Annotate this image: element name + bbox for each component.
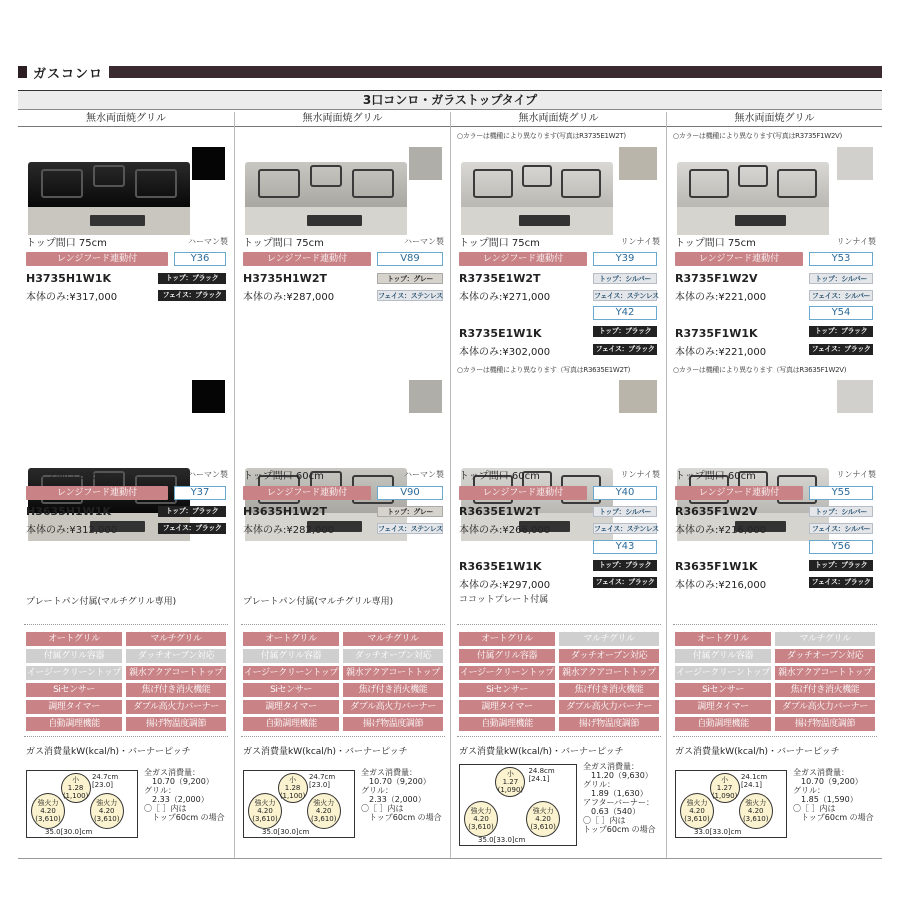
price: 本体のみ:¥317,000 (26, 292, 118, 303)
burner-small-line: 小 (506, 770, 514, 778)
feature-badge: ダッチオーブン対応 (775, 649, 875, 663)
gas-spec-line: 1.89（1,630） (591, 789, 648, 798)
ycode-badge: V89 (377, 252, 443, 266)
color-swatch-black (192, 147, 225, 180)
feature-badge: 自動調理機能 (675, 717, 771, 731)
top-color-tag: トップ：シルバー (593, 273, 657, 284)
gas-spec-line: グリル： (583, 780, 615, 789)
color-swatch-grey (409, 147, 442, 180)
gas-spec-line: 〇［ ］内は (583, 816, 626, 825)
feature-badge: 自動調理機能 (26, 717, 122, 731)
feature-badge: オートグリル (243, 632, 339, 646)
horizontal-pitch: 35.0[30.0]cm (262, 828, 310, 836)
model-number: R3635E1W2T (459, 505, 541, 518)
face-color-tag: フェイス：シルバー (809, 290, 873, 301)
burner-small-line: 1.28 (284, 784, 301, 792)
feature-badge: ダッチオーブン対応 (343, 649, 443, 663)
burner-right-line: (3,610) (530, 823, 556, 831)
gas-title: ガス消費量kW(kcal/h)・バーナーピッチ (675, 747, 840, 757)
gas-spec-line: グリル： (793, 786, 825, 795)
gas-spec-line: 10.70（9,200） (152, 777, 214, 786)
color-note: ○カラーは機種により異なります(写真はR3735E1W2T) (457, 132, 626, 140)
horizontal-pitch: 35.0[33.0]cm (478, 836, 526, 844)
gas-spec-line: 10.70（9,200） (369, 777, 431, 786)
top-color-tag: トップ：グレー (377, 273, 443, 284)
gas-spec-line: 全ガス消費量： (361, 768, 417, 777)
size-label: トップ間口 75cm (459, 238, 540, 249)
rangehood-badge: レンジフード連動付 (459, 252, 587, 266)
size-label: トップ間口 75cm (675, 238, 756, 249)
feature-badge: オートグリル (675, 632, 771, 646)
ycode-badge: Y56 (809, 540, 873, 554)
top-color-tag: トップ：ブラック (809, 560, 873, 571)
feature-badge: マルチグリル (775, 632, 875, 646)
burner-right-bubble (90, 793, 124, 829)
face-color-tag: フェイス：ブラック (809, 577, 873, 588)
gas-spec (361, 768, 442, 822)
product-photo (28, 162, 190, 235)
price: 本体のみ:¥221,000 (675, 347, 767, 358)
burner-right-line: 4.20 (315, 807, 332, 815)
feature-badge: 揚げ物温度調節 (126, 717, 226, 731)
color-swatch-silver (837, 147, 873, 180)
vertical-pitch (528, 767, 554, 783)
feature-badge: オートグリル (26, 632, 122, 646)
size-label: トップ間口 75cm (243, 238, 324, 249)
ycode-badge: Y55 (809, 486, 873, 500)
gas-title: ガス消費量kW(kcal/h)・バーナーピッチ (459, 747, 624, 757)
burner-left-line: 4.20 (40, 807, 56, 815)
vertical-pitch-line: 24.7cm (308, 773, 336, 781)
model-number: R3735E1W1K (459, 327, 542, 340)
gas-spec-line: トップ60cm の場合 (801, 813, 874, 822)
burner-left-line: 強火力 (37, 799, 59, 807)
top-color-tag: トップ：ブラック (158, 506, 226, 517)
size-label: トップ間口 60cm (243, 471, 324, 482)
gas-spec-line: 11.20（9,630） (591, 771, 653, 780)
feature-badge: イージークリーントップ (676, 668, 770, 678)
top-color-tag: トップ：ブラック (809, 326, 873, 337)
burner-right-line: 強火力 (313, 799, 335, 807)
horizontal-pitch: 33.0[33.0]cm (694, 828, 742, 836)
feature-badge: イージークリーントップ (460, 668, 554, 678)
face-color-tag: フェイス：ステンレス (378, 525, 443, 533)
model-number: H3635H1W2T (243, 505, 327, 518)
rangehood-badge: レンジフード連動付 (243, 486, 371, 500)
feature-badge: マルチグリル (559, 632, 659, 646)
vertical-pitch (92, 773, 118, 789)
ycode-badge: Y36 (174, 252, 226, 266)
feature-badge: 親水アクアコートトップ (126, 666, 226, 680)
feature-badge: 焦げ付き消火機能 (775, 683, 875, 697)
gas-spec (583, 762, 656, 834)
burner-right-bubble (526, 801, 560, 837)
feature-badge: 付属グリル容器 (243, 649, 339, 663)
maker-label: リンナイ製 (620, 237, 660, 246)
feature-badge: オートグリル (459, 632, 555, 646)
gas-spec-line: 全ガス消費量： (583, 762, 639, 771)
vertical-pitch (309, 773, 335, 789)
burner-left-line: 強火力 (686, 799, 708, 807)
burner-left-bubble (464, 801, 498, 837)
size-label: トップ間口 60cm (459, 471, 540, 482)
feature-badge: 揚げ物温度調節 (775, 717, 875, 731)
maker-label: リンナイ製 (836, 237, 876, 246)
price: 本体のみ:¥282,000 (243, 525, 335, 536)
price: 本体のみ:¥216,000 (675, 525, 767, 536)
feature-badge: 親水アクアコートトップ (343, 666, 443, 680)
model-number: R3635F1W2V (675, 505, 758, 518)
section-marker (18, 66, 27, 78)
gas-spec-line: 全ガス消費量： (793, 768, 849, 777)
feature-badge: ダブル高火力バーナー (126, 700, 226, 714)
feature-badge: 調理タイマー (243, 700, 339, 714)
burner-left-line: (3,610) (252, 815, 278, 823)
maker-label: リンナイ製 (836, 470, 876, 479)
burner-left-line: 4.20 (689, 807, 705, 815)
burner-left-line: (3,610) (468, 823, 494, 831)
face-color-tag: フェイス：ブラック (593, 577, 657, 588)
size-label: トップ間口 60cm (26, 471, 107, 482)
rangehood-badge: レンジフード連動付 (26, 486, 168, 500)
feature-badge: 揚げ物温度調節 (343, 717, 443, 731)
gas-title: ガス消費量kW(kcal/h)・バーナーピッチ (243, 747, 408, 757)
price: 本体のみ:¥221,000 (675, 292, 767, 303)
section-bar (109, 66, 882, 78)
burner-pitch-diagram (675, 770, 787, 838)
top-color-tag: トップ：ブラック (593, 560, 657, 571)
accessory-note: プレートパン付属(マルチグリル専用) (243, 597, 394, 607)
feature-badge: ダブル高火力バーナー (559, 700, 659, 714)
column-harman-grey (234, 112, 450, 859)
burner-right-bubble (739, 793, 773, 829)
gas-spec-line: 10.70（9,200） (801, 777, 863, 786)
feature-badge: 焦げ付き消火機能 (126, 683, 226, 697)
column-rinnai-e (450, 112, 666, 859)
model-number: R3735F1W2V (675, 272, 758, 285)
vertical-pitch-line: [24.1] (740, 781, 763, 789)
vertical-pitch-line: 24.8cm (528, 767, 555, 775)
feature-badge: ダッチオーブン対応 (559, 649, 659, 663)
feature-badge: 付属グリル容器 (459, 649, 555, 663)
feature-badge: 付属グリル容器 (26, 649, 122, 663)
rangehood-badge: レンジフード連動付 (26, 252, 168, 266)
section-title: ガスコンロ (33, 66, 104, 82)
burner-small-line: 1.27 (502, 778, 519, 786)
burner-left-bubble (31, 793, 65, 829)
feature-badge: 焦げ付き消火機能 (559, 683, 659, 697)
burner-right-line: (3,610) (93, 815, 120, 823)
product-photo (245, 162, 407, 235)
burner-left-line: 4.20 (257, 807, 273, 815)
accessory-note: プレートパン付属(マルチグリル専用) (26, 597, 177, 607)
maker-label: ハーマン製 (188, 470, 228, 479)
model-number: R3735E1W2T (459, 272, 541, 285)
burner-left-bubble (680, 793, 714, 829)
feature-badge: 揚げ物温度調節 (559, 717, 659, 731)
burner-right-line: (3,610) (310, 815, 337, 823)
maker-label: ハーマン製 (404, 470, 444, 479)
vertical-pitch-line: 24.7cm (91, 773, 119, 781)
feature-badge: 親水アクアコートトップ (775, 666, 875, 680)
feature-badge: Siセンサー (243, 683, 339, 697)
burner-small-bubble (495, 767, 525, 797)
top-color-tag: トップ：シルバー (593, 506, 657, 517)
feature-badge: 調理タイマー (459, 700, 555, 714)
gas-spec-line: アフターバーナー： (583, 798, 655, 807)
gas-spec-line: グリル： (361, 786, 393, 795)
burner-right-line: (3,610) (742, 815, 769, 823)
face-color-tag: フェイス：ステンレス (378, 292, 443, 300)
maker-label: リンナイ製 (620, 470, 660, 479)
burner-right-line: 4.20 (98, 807, 115, 815)
face-color-tag: フェイス：シルバー (809, 523, 873, 534)
burner-pitch-diagram (26, 770, 138, 838)
gas-spec-line: 2.33（2,000） (369, 795, 426, 804)
color-note: ○カラーは機種により異なります（写真はR3635F1W2V) (673, 366, 847, 374)
price: 本体のみ:¥297,000 (459, 580, 551, 591)
gas-spec (144, 768, 225, 822)
burner-pitch-diagram (243, 770, 355, 838)
grill-header: 無水両面焼グリル (18, 112, 234, 127)
color-swatch-silver (619, 380, 657, 413)
burner-right-line: 4.20 (535, 815, 551, 823)
face-color-tag: フェイス：ステンレス (594, 525, 659, 533)
face-color-tag: フェイス：ブラック (158, 290, 226, 301)
face-color-tag: フェイス：ブラック (593, 344, 657, 355)
gas-spec-line: 0.63（540） (591, 807, 641, 816)
ycode-badge: Y37 (174, 486, 226, 500)
burner-small-bubble (278, 773, 308, 803)
model-number: R3635F1W1K (675, 560, 758, 573)
model-number: H3735H1W2T (243, 272, 327, 285)
feature-badge: イージークリーントップ (27, 668, 121, 678)
rangehood-badge: レンジフード連動付 (459, 486, 587, 500)
ycode-badge: Y40 (593, 486, 657, 500)
ycode-badge: V90 (377, 486, 443, 500)
type-title: 3口コンロ・ガラストップタイプ (18, 90, 882, 110)
gas-spec-line: トップ60cm の場合 (583, 825, 656, 834)
burner-small-line: 小 (721, 776, 729, 784)
rangehood-badge: レンジフード連動付 (675, 486, 803, 500)
gas-spec-line: グリル： (144, 786, 176, 795)
vertical-pitch-line: [23.0] (91, 781, 114, 789)
burner-left-line: (3,610) (684, 815, 710, 823)
accessory-note: ココットプレート付属 (459, 595, 549, 605)
top-color-tag: トップ：シルバー (809, 273, 873, 284)
gas-spec-line: トップ60cm の場合 (152, 813, 225, 822)
price: 本体のみ:¥266,000 (459, 525, 551, 536)
color-swatch-silver (837, 380, 873, 413)
top-color-tag: トップ：ブラック (158, 273, 226, 284)
size-label: トップ間口 75cm (26, 238, 107, 249)
ycode-badge: Y43 (593, 540, 657, 554)
vertical-pitch-line: 24.1cm (740, 773, 768, 781)
product-photo (677, 162, 829, 235)
burner-small-line: 小 (289, 776, 297, 784)
burner-small-line: 1.27 (716, 784, 733, 792)
feature-badge: ダッチオーブン対応 (126, 649, 226, 663)
grill-header: 無水両面焼グリル (667, 112, 882, 127)
feature-badge: 焦げ付き消火機能 (343, 683, 443, 697)
feature-badge: 調理タイマー (26, 700, 122, 714)
burner-small-line: 1.28 (67, 784, 84, 792)
rangehood-badge: レンジフード連動付 (243, 252, 371, 266)
gas-spec-line: 〇［ ］内は (361, 804, 404, 813)
gas-spec-line: 1.85（1,590） (801, 795, 858, 804)
burner-right-line: 強火力 (532, 807, 554, 815)
rangehood-badge: レンジフード連動付 (675, 252, 803, 266)
face-color-tag: フェイス：ステンレス (594, 292, 659, 300)
gas-spec-line: 〇［ ］内は (793, 804, 836, 813)
feature-badge: 自動調理機能 (459, 717, 555, 731)
top-color-tag: トップ：ブラック (593, 326, 657, 337)
maker-label: ハーマン製 (404, 237, 444, 246)
feature-badge: マルチグリル (126, 632, 226, 646)
burner-small-line: (1,100) (62, 792, 89, 800)
column-rinnai-f (666, 112, 882, 859)
face-color-tag: フェイス：ブラック (158, 523, 226, 534)
vertical-pitch-line: [24.1] (528, 775, 550, 783)
vertical-pitch (741, 773, 767, 789)
burner-small-line: (1,090) (711, 792, 738, 800)
burner-small-line: (1,100) (279, 792, 306, 800)
ycode-badge: Y39 (593, 252, 657, 266)
price: 本体のみ:¥302,000 (459, 347, 551, 358)
model-number: H3735H1W1K (26, 272, 111, 285)
burner-right-line: 強火力 (745, 799, 767, 807)
gas-title: ガス消費量kW(kcal/h)・バーナーピッチ (26, 747, 191, 757)
top-color-tag: トップ：シルバー (809, 506, 873, 517)
vertical-pitch-line: [23.0] (308, 781, 331, 789)
bottom-rule (18, 858, 882, 859)
burner-left-bubble (248, 793, 282, 829)
color-swatch-grey (409, 380, 442, 413)
color-note: ○カラーは機種により異なります(写真はR3735F1W2V) (673, 132, 842, 140)
burner-left-line: 4.20 (473, 815, 489, 823)
grill-header: 無水両面焼グリル (235, 112, 450, 127)
burner-pitch-diagram (459, 764, 577, 846)
burner-left-line: (3,610) (35, 815, 61, 823)
column-harman-black (18, 112, 234, 859)
feature-badge: Siセンサー (459, 683, 555, 697)
model-number: R3735F1W1K (675, 327, 758, 340)
ycode-badge: Y42 (593, 306, 657, 320)
gas-spec-line: 〇［ ］内は (144, 804, 187, 813)
top-color-tag: トップ：グレー (377, 506, 443, 517)
feature-badge: 親水アクアコートトップ (559, 666, 659, 680)
feature-badge: マルチグリル (343, 632, 443, 646)
size-label: トップ間口 60cm (675, 471, 756, 482)
burner-left-line: 強火力 (254, 799, 276, 807)
feature-badge: 付属グリル容器 (675, 649, 771, 663)
burner-left-line: 強火力 (470, 807, 492, 815)
grill-header: 無水両面焼グリル (451, 112, 666, 127)
ycode-badge: Y54 (809, 306, 873, 320)
model-number: R3635E1W1K (459, 560, 542, 573)
burner-small-bubble (61, 773, 91, 803)
color-swatch-black (192, 380, 225, 413)
feature-badge: 自動調理機能 (243, 717, 339, 731)
burner-small-line: 小 (72, 776, 80, 784)
color-note: ○カラーは機種により異なります（写真はR3635E1W2T) (457, 366, 631, 374)
burner-small-bubble (710, 773, 740, 803)
maker-label: ハーマン製 (188, 237, 228, 246)
feature-badge: Siセンサー (26, 683, 122, 697)
burner-right-line: 4.20 (747, 807, 764, 815)
product-photo (461, 162, 613, 235)
gas-spec-line: トップ60cm の場合 (369, 813, 442, 822)
feature-badge: 調理タイマー (675, 700, 771, 714)
price: 本体のみ:¥287,000 (243, 292, 335, 303)
face-color-tag: フェイス：ブラック (809, 344, 873, 355)
price: 本体のみ:¥271,000 (459, 292, 551, 303)
ycode-badge: Y53 (809, 252, 873, 266)
burner-right-bubble (307, 793, 341, 829)
burner-small-line: (1,090) (497, 786, 524, 794)
feature-badge: Siセンサー (675, 683, 771, 697)
horizontal-pitch: 35.0[30.0]cm (45, 828, 93, 836)
burner-right-line: 強火力 (96, 799, 118, 807)
gas-spec-line: 全ガス消費量： (144, 768, 200, 777)
color-swatch-silver (619, 147, 657, 180)
feature-badge: ダブル高火力バーナー (775, 700, 875, 714)
price: 本体のみ:¥216,000 (675, 580, 767, 591)
section-header (18, 63, 882, 81)
gas-spec-line: 2.33（2,000） (152, 795, 209, 804)
price: 本体のみ:¥312,000 (26, 525, 118, 536)
feature-badge: ダブル高火力バーナー (343, 700, 443, 714)
model-number: H3635H1W1K (26, 505, 111, 518)
gas-spec (793, 768, 874, 822)
feature-badge: イージークリーントップ (244, 668, 338, 678)
